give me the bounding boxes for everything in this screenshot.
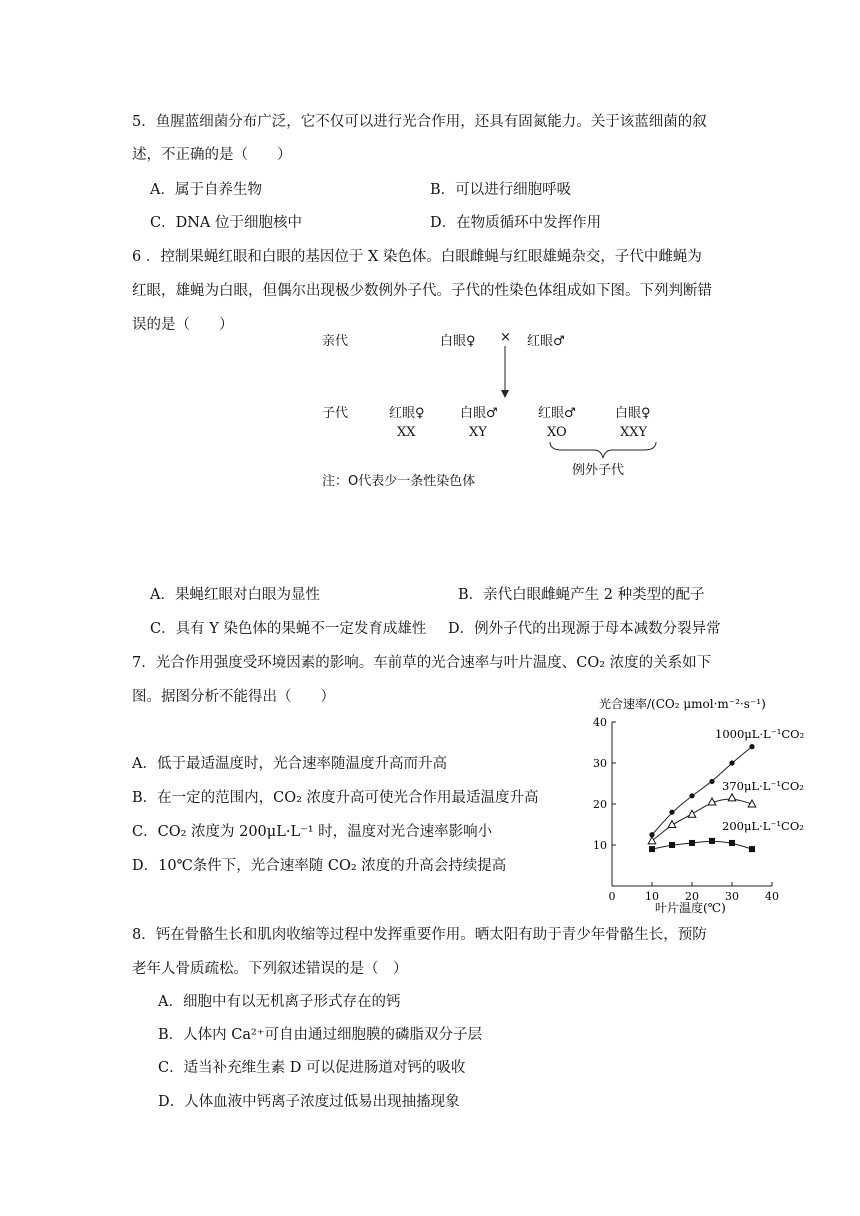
y-tick-label: 30 xyxy=(593,757,607,770)
q5-stem-line1: 5．鱼腥蓝细菌分布广泛，它不仅可以进行光合作用，还具有固氮能力。关于该蓝细菌的叙 xyxy=(132,114,707,130)
offspring-phenotype-3: 红眼♂ xyxy=(538,406,576,421)
data-point-triangle xyxy=(688,810,696,817)
series-label: 200μL·L⁻¹CO₂ xyxy=(722,819,804,833)
parent-female: 白眼♀ xyxy=(440,334,476,349)
data-point-square xyxy=(729,840,735,846)
data-point-circle xyxy=(749,744,754,749)
x-tick-label: 10 xyxy=(645,890,659,903)
q5-option-b: B．可以进行细胞呼吸 xyxy=(430,182,572,198)
chart-ylabel: 光合速率/(CO₂ μmol·m⁻²·s⁻¹) xyxy=(599,697,766,711)
y-tick-label: 40 xyxy=(593,716,607,729)
data-point-square xyxy=(689,840,695,846)
q7-stem-line1: 7．光合作用强度受环境因素的影响。车前草的光合速率与叶片温度、CO₂ 浓度的关系如下 xyxy=(132,655,712,671)
q6-stem-line2: 红眼，雄蝇为白眼，但偶尔出现极少数例外子代。子代的性染色体组成如下图。下列判断错 xyxy=(132,283,712,299)
offspring-genotype-4: XXY xyxy=(620,425,648,440)
diagram-note: 注：O代表少一条性染色体 xyxy=(322,474,476,489)
data-point-triangle xyxy=(728,794,736,801)
x-tick-label: 0 xyxy=(608,890,616,903)
chart-series xyxy=(648,727,804,852)
q5-option-c: C．DNA 位于细胞核中 xyxy=(150,215,302,231)
offspring-genotype-3: XO xyxy=(547,425,567,440)
offspring-phenotype-2: 白眼♂ xyxy=(460,406,498,421)
q8-option-a: A．细胞中有以无机离子形式存在的钙 xyxy=(158,994,401,1010)
q5-option-a: A．属于自养生物 xyxy=(150,182,262,198)
cross-symbol: × xyxy=(500,330,511,345)
q6-option-c: C．具有 Y 染色体的果蝇不一定发育成雄性 xyxy=(150,621,427,637)
q8-stem-line2: 老年人骨质疏松。下列叙述错误的是（ ） xyxy=(132,961,408,977)
data-point-square xyxy=(709,838,715,844)
data-point-square xyxy=(649,846,655,852)
q5-option-d: D．在物质循环中发挥作用 xyxy=(430,215,602,231)
chart-xlabel: 叶片温度(℃) xyxy=(655,901,726,915)
data-point-triangle xyxy=(648,837,656,844)
x-tick-label: 30 xyxy=(725,890,739,903)
photosynthesis-chart xyxy=(575,690,815,920)
q6-stem-line1: 6 ．控制果蝇红眼和白眼的基因位于 X 染色体。白眼雌蝇与红眼雄蝇杂交，子代中雌蝇为 xyxy=(132,249,702,265)
offspring-phenotype-1: 红眼♀ xyxy=(389,406,425,421)
q7-option-c: C．CO₂ 浓度为 200μL·L⁻¹ 时，温度对光合速率影响小 xyxy=(132,824,493,840)
offspring-phenotype-4: 白眼♀ xyxy=(615,406,651,421)
q6-stem-line3: 误的是（ ） xyxy=(132,317,234,333)
q6-option-a: A．果蝇红眼对白眼为显性 xyxy=(150,587,320,603)
q6-option-d: D．例外子代的出现源于母本减数分裂异常 xyxy=(448,621,721,637)
data-point-circle xyxy=(729,760,734,765)
q6-option-b: B．亲代白眼雌蝇产生 2 种类型的配子 xyxy=(458,587,705,603)
data-point-circle xyxy=(709,779,714,784)
q5-stem-line2: 述，不正确的是（ ） xyxy=(132,147,292,163)
q7-option-b: B．在一定的范围内，CO₂ 浓度升高可使光合作用最适温度升高 xyxy=(132,790,539,806)
q8-option-c: C．适当补充维生素 D 可以促进肠道对钙的吸收 xyxy=(158,1060,466,1076)
data-point-circle xyxy=(689,793,694,798)
x-tick-label: 20 xyxy=(685,890,699,903)
data-point-square xyxy=(749,846,755,852)
q7-option-d: D．10℃条件下，光合速率随 CO₂ 浓度的升高会持续提高 xyxy=(132,858,507,874)
exception-label: 例外子代 xyxy=(572,463,625,478)
chart-axes xyxy=(593,716,779,903)
exception-brace xyxy=(548,440,658,460)
x-tick-label: 40 xyxy=(765,890,779,903)
data-point-square xyxy=(669,842,675,848)
q7-option-a: A．低于最适温度时，光合速率随温度升高而升高 xyxy=(132,756,447,772)
series-label: 370μL·L⁻¹CO₂ xyxy=(722,779,804,793)
q8-option-b: B．人体内 Ca²⁺可自由通过细胞膜的磷脂双分子层 xyxy=(158,1027,482,1043)
y-tick-label: 20 xyxy=(593,798,607,811)
series-label: 1000μL·L⁻¹CO₂ xyxy=(715,727,805,741)
y-tick-label: 10 xyxy=(593,839,607,852)
series-line xyxy=(652,841,752,849)
data-point-circle xyxy=(669,810,674,815)
parent-label: 亲代 xyxy=(322,334,349,349)
offspring-genotype-2: XY xyxy=(469,425,487,440)
q8-option-d: D．人体血液中钙离子浓度过低易出现抽搐现象 xyxy=(158,1094,460,1110)
q8-stem-line1: 8．钙在骨骼生长和肌肉收缩等过程中发挥重要作用。晒太阳有助于青少年骨骼生长，预防 xyxy=(132,927,707,943)
offspring-label: 子代 xyxy=(322,406,349,421)
cross-arrow xyxy=(498,346,512,400)
parent-male: 红眼♂ xyxy=(527,334,565,349)
q7-stem-line2: 图。据图分析不能得出（ ） xyxy=(132,689,335,705)
offspring-genotype-1: XX xyxy=(397,425,416,440)
